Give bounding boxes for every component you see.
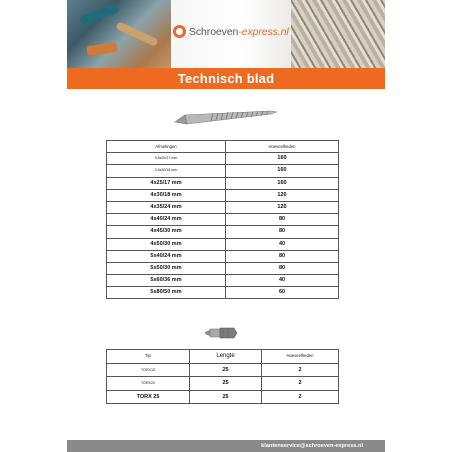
dimension-cell: 4x50/30 mm — [107, 238, 226, 250]
tip-cell: TORX 25 — [107, 390, 190, 404]
table-row — [107, 287, 339, 299]
table-header-row — [107, 141, 339, 153]
table-row — [107, 177, 339, 189]
table-row — [107, 165, 339, 177]
bit-table-body — [107, 350, 339, 404]
dimension-cell: 3,5x30/18 mm — [107, 165, 226, 177]
header-banner — [67, 0, 385, 68]
quantity-cell: 2 — [262, 363, 339, 377]
quantity-cell: 80 — [226, 226, 339, 238]
quantity-cell: 120 — [226, 189, 339, 201]
brand-name-accent: -express.nl — [238, 25, 289, 38]
quantity-cell: 160 — [226, 165, 339, 177]
dimension-cell: 4x40/24 mm — [107, 214, 226, 226]
screws-photo — [291, 0, 385, 68]
quantity-cell: 120 — [226, 201, 339, 213]
table-row — [107, 153, 339, 165]
column-header-length: Lengte — [190, 350, 262, 364]
tools-photo — [67, 0, 171, 68]
page-title: Technisch blad — [177, 71, 275, 86]
quantity-cell: 2 — [262, 390, 339, 404]
dimension-cell: 4x25/17 mm — [107, 177, 226, 189]
column-header-tip: Tip — [107, 350, 190, 364]
table-row — [107, 377, 339, 391]
table-row — [107, 214, 339, 226]
dimension-cell: 5x60/36 mm — [107, 275, 226, 287]
title-bar — [67, 68, 385, 89]
customer-service-email[interactable]: klantenservice@schroeven-express.nl — [261, 443, 363, 449]
quantity-cell: 40 — [226, 238, 339, 250]
dimension-cell: 3,5x25/17 mm — [107, 153, 226, 165]
table-row — [107, 226, 339, 238]
brand-name-main: Schroeven — [189, 25, 239, 38]
table-row — [107, 250, 339, 262]
table-row — [107, 275, 339, 287]
quantity-cell: 40 — [226, 275, 339, 287]
quantity-cell: 80 — [226, 214, 339, 226]
screw-dimensions-table — [106, 140, 339, 299]
quantity-cell: 60 — [226, 287, 339, 299]
tip-cell: TORX15 — [107, 363, 190, 377]
dimension-cell: 5x80/50 mm — [107, 287, 226, 299]
torx-bit-icon — [204, 326, 238, 340]
brand-logo — [173, 25, 289, 38]
screw-icon — [173, 104, 279, 130]
length-cell: 25 — [190, 377, 262, 391]
length-cell: 25 — [190, 363, 262, 377]
footer-bar — [67, 440, 385, 452]
table-header-row — [107, 350, 339, 364]
screw-table-body — [107, 141, 339, 299]
length-cell: 25 — [190, 390, 262, 404]
dimension-cell: 4x30/18 mm — [107, 189, 226, 201]
tip-cell: TORX20 — [107, 377, 190, 391]
dimension-cell: 5x40/24 mm — [107, 250, 226, 262]
brand-name — [189, 26, 289, 38]
column-header-dimensions: Afmetingen — [107, 141, 226, 153]
bit-table — [106, 349, 339, 404]
dimension-cell: 4x35/24 mm — [107, 201, 226, 213]
table-row — [107, 238, 339, 250]
table-row — [107, 189, 339, 201]
table-row — [107, 262, 339, 274]
column-header-quantities: Hoeveelheden — [262, 350, 339, 364]
quantity-cell: 160 — [226, 153, 339, 165]
dimension-cell: 5x50/30 mm — [107, 262, 226, 274]
table-row — [107, 201, 339, 213]
column-header-quantities: Hoeveelheden — [226, 141, 339, 153]
technical-sheet-page — [67, 0, 385, 452]
quantity-cell: 80 — [226, 262, 339, 274]
dimension-cell: 4x45/30 mm — [107, 226, 226, 238]
table-row — [107, 363, 339, 377]
quantity-cell: 2 — [262, 377, 339, 391]
table-row — [107, 390, 339, 404]
quantity-cell: 80 — [226, 250, 339, 262]
quantity-cell: 160 — [226, 177, 339, 189]
schroeven-express-logo-icon — [173, 25, 186, 38]
